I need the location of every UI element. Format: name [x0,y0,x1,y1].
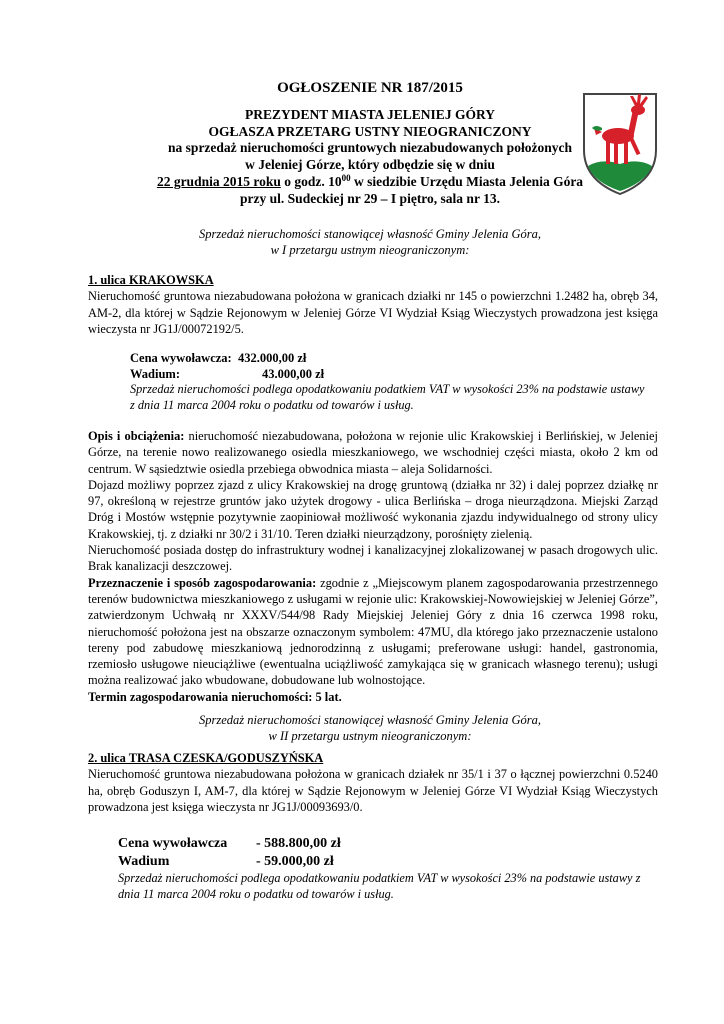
announcement-title: OGŁOSZENIE NR 187/2015 [277,80,463,96]
section2-block [88,750,658,815]
section2-tender-type: w II przetargu ustnym nieograniczonym: [268,729,472,743]
section2-heading: 2. ulica TRASA CZESKA/GODUSZYŃSKA [88,751,324,765]
section2-description: Nieruchomość gruntowa niezabudowana położona w granicach działek nr 35/1 i 37 o łącznej powierzchni 0.5240 ha, obręb Goduszyn I, AM-7, dla której w Sądzie Rejonowym w Jeleniej Górze VI Wydział Ksiąg Wieczystych prowadzona jest księga wieczysta nr JG1J/00093693/0. [88,767,658,814]
development-deadline: Termin zagospodarowania nieruchomości: 5 lat. [88,689,342,704]
deposit-value: 43.000,00 zł [262,367,325,381]
section1-deposit [130,367,324,382]
section1-vat-note: Sprzedaż nieruchomości podlega opodatkowaniu podatkiem VAT w wysokości 23% na podstawie ustawy z dnia 11 marca 2004 roku o podatku od towarów i usług. [130,382,645,413]
access-paragraph: Dojazd możliwy poprzez zjazd z ulicy Krakowskiej na drogę gruntową (działka nr 32) i dalej poprzez działkę nr 97, określoną w rejestrze gruntów jako użytek drogowy - ulica Berlińska – droga nieurządzona. Miejski Zarząd Dróg i Mostów wstępnie pozytywnie zaopiniował możliwość wykonania zjazdu indywidualnego od strony ulicy Krakowskiej, tj. z działki nr 30/2 i 31/10. Teren działki nieurządzony, porośnięty zielenią. [88,477,658,541]
tender-time-minutes: 00 [341,173,351,183]
header-line-date [90,173,650,190]
section1-details [88,428,658,705]
section2-deposit [118,854,334,870]
section1-heading: 1. ulica KRAKOWSKA [88,273,214,287]
zoning-paragraph [88,575,658,689]
deposit-label: Wadium [118,854,170,869]
section1-block [88,272,658,337]
deposit-label: Wadium: [130,367,181,381]
price-value: - 588.800,00 zł [256,836,341,851]
price-label: Cena wywoławcza: [130,351,232,365]
opis-text: nieruchomość niezabudowana, położona w rejonie ulic Krakowskiej i Berlińskiej, w Jeleniej Górze, na terenie nowo realizowanego osiedla mieszkaniowego, we wschodniej części miasta, około 2 km od centrum. W sąsiedztwie osiedla przebiega obwodnica miasta – aleja Solidarności. [88,429,658,476]
section1-description: Nieruchomość gruntowa niezabudowana położona w granicach działki nr 145 o powierzchni 1.2482 ha, obręb 34, AM-2, dla której w Sądzie Rejonowym w Jeleniej Górze VI Wydział Ksiąg Wieczystych prowadzona jest księga wieczysta nr JG1J/00072192/5. [88,289,658,336]
header-line-subject: na sprzedaż nieruchomości gruntowych niezabudowanych położonych [168,140,572,155]
section2-price [118,836,341,852]
section1-price [130,351,306,366]
deposit-value: - 59.000,00 zł [256,854,334,869]
zoning-text: zgodnie z „Miejscowym planem zagospodarowania przestrzennego terenów budownictwa mieszkaniowego z usługami w rejonie ulic: Krakowskiej-Nowowiejskiej w Jeleniej Górze”, zatwierdzonym Uchwałą nr XXXV/544/98 Rady Miejskiej Jeleniej Góry z dnia 16 czerwca 1998 roku, nieruchomość położona jest na obszarze oznaczonym symbolem: 47MU, dla którego jako przeznaczenie ustalono tereny pod zabudowę mieszkaniową jednorodzinną z usługami; preferowane usługi: handel, gastronomia, rzemiosło usługowe nieuciążliwe (ewentualna uciążliwość zamykająca się w granicach własnego terenu); usługi można realizować jako wbudowane, dobudowane lub wolnostojące. [88,575,658,688]
section1-sale-info: Sprzedaż nieruchomości stanowiącej własność Gminy Jelenia Góra, [199,227,541,241]
zoning-label: Przeznaczenie i sposób zagospodarowania: [88,575,317,590]
tender-time-prefix: o godz. 10 [280,174,342,189]
header-line-tender: OGŁASZA PRZETARG USTNY NIEOGRANICZONY [208,124,532,139]
tender-date: 22 grudnia 2015 roku [156,174,281,189]
section2-sale-info: Sprzedaż nieruchomości stanowiącej własność Gminy Jelenia Góra, [199,713,541,727]
price-label: Cena wywoławcza [118,836,228,851]
tender-venue: w siedzibie Urzędu Miasta Jelenia Góra [350,174,584,189]
section1-tender-type: w I przetargu ustnym nieograniczonym: [270,243,470,257]
price-value: 432.000,00 zł [238,351,307,365]
infrastructure-paragraph: Nieruchomość posiada dostęp do infrastruktury wodnej i kanalizacyjnej zlokalizowanej w pasach drogowych ulic. Brak kanalizacji deszczowej. [88,543,658,574]
opis-label: Opis i obciążenia: [88,429,185,443]
header-line-mayor: PREZYDENT MIASTA JELENIEJ GÓRY [245,107,495,122]
opis-paragraph [88,428,658,477]
section2-vat-note: Sprzedaż nieruchomości podlega opodatkowaniu podatkiem VAT w wysokości 23% na podstawie ustawy z dnia 11 marca 2004 roku o podatku od towarów i usług. [118,871,641,902]
header-line-location: w Jeleniej Górze, który odbędzie się w dniu [245,157,495,172]
header-line-address: przy ul. Sudeckiej nr 29 – I piętro, sala nr 13. [240,191,500,206]
